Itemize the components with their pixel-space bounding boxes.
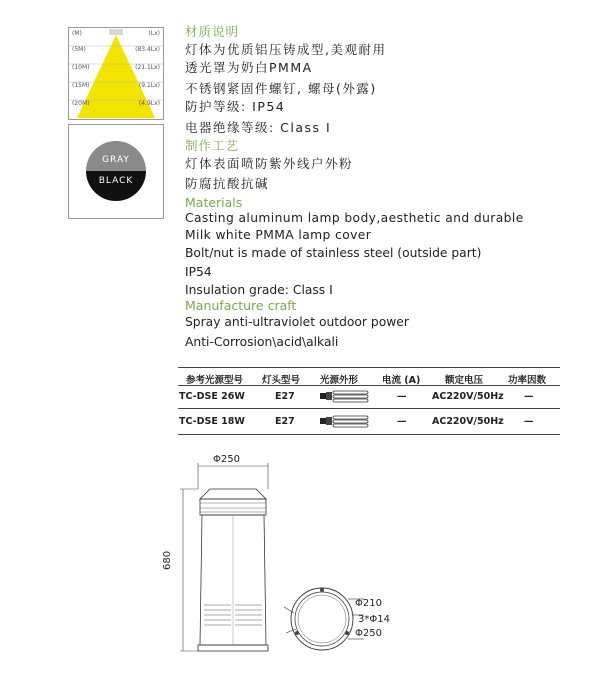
zh-line: 不锈钢紧固件螺钉, 螺母(外露)	[185, 81, 377, 96]
cell-model: TC-DSE 26W	[179, 391, 245, 402]
material-heading-zh: 材质说明	[185, 24, 240, 39]
zh-line: 透光罩为奶白PMMA	[185, 60, 313, 75]
cell-model: TC-DSE 18W	[179, 416, 245, 427]
cell-current: —	[397, 391, 407, 402]
outer-diameter-label: Φ210	[355, 598, 382, 609]
craft-heading-zh: 制作工艺	[185, 138, 240, 153]
header-model: 参考光源型号	[186, 375, 244, 386]
table-row-rule	[178, 408, 560, 409]
height-label: (15M)	[72, 82, 90, 89]
lux-label: (21.1Lx)	[135, 64, 160, 71]
color-circle	[69, 125, 163, 218]
zh-line: 灯体为优质铝压铸成型,美观耐用	[185, 42, 387, 57]
cell-voltage: AC220V/50Hz	[432, 416, 504, 427]
en-line: Milk white PMMA lamp cover	[185, 228, 372, 242]
table-top-rule	[178, 367, 560, 368]
height-label: (10M)	[72, 64, 90, 71]
header-pf: 功率因数	[508, 375, 547, 386]
cell-base: E27	[275, 391, 295, 402]
zh-craft-line: 防腐抗酸抗碱	[185, 176, 270, 191]
height-label: (20M)	[72, 100, 90, 107]
lamp-shape-icon	[320, 389, 370, 403]
lamp-source-icon	[109, 29, 123, 35]
side-elevation-drawing	[160, 445, 290, 667]
gray-label: GRAY	[102, 155, 130, 165]
base-diameter-label: Φ250	[355, 628, 382, 639]
en-line: Casting aluminum lamp body,aesthetic and durable	[185, 211, 524, 225]
cell-base: E27	[275, 416, 295, 427]
lamp-shape-icon	[320, 414, 370, 428]
height-label: (5M)	[72, 46, 86, 53]
header-shape: 光源外形	[320, 375, 359, 386]
table-header-rule	[178, 385, 560, 386]
lux-label: (9.1Lx)	[138, 82, 160, 89]
height-label: (M)	[72, 30, 82, 37]
cell-current: —	[397, 416, 407, 427]
header-current: 电流 (A)	[382, 375, 421, 386]
en-line: Insulation grade: Class Ⅰ	[185, 283, 333, 297]
zh-craft-line: 灯体表面喷防紫外线户外粉	[185, 156, 354, 171]
lux-label: (Lx)	[148, 30, 160, 37]
header-voltage: 额定电压	[445, 375, 484, 386]
en-line: IP54	[185, 265, 212, 279]
materials-heading-en: Materials	[185, 195, 243, 210]
header-base: 灯头型号	[262, 375, 301, 386]
cell-pf: —	[524, 416, 534, 427]
holes-label: 3*Φ14	[358, 614, 390, 625]
zh-line: 防护等级: IP54	[185, 99, 286, 114]
lux-label: (4.9Lx)	[138, 100, 160, 107]
en-craft-line: Spray anti-ultraviolet outdoor power	[185, 315, 409, 329]
height-dimension-label: 680	[162, 550, 173, 570]
light-distribution-diagram	[68, 27, 164, 120]
cell-pf: —	[524, 391, 534, 402]
en-line: Bolt/nut is made of stainless steel (outside part)	[185, 246, 482, 260]
color-options	[68, 124, 164, 219]
table-bottom-rule	[178, 434, 560, 435]
craft-heading-en: Manufacture craft	[185, 298, 297, 313]
lux-label: (83.4Lx)	[135, 46, 160, 53]
width-dimension-label: Φ250	[213, 454, 240, 465]
zh-line: 电器绝缘等级: Class Ⅰ	[185, 120, 332, 135]
cell-voltage: AC220V/50Hz	[432, 391, 504, 402]
black-label: BLACK	[98, 176, 134, 186]
plan-view-drawing	[282, 577, 366, 661]
en-craft-line: Anti-Corrosion\acid\alkali	[185, 335, 339, 349]
